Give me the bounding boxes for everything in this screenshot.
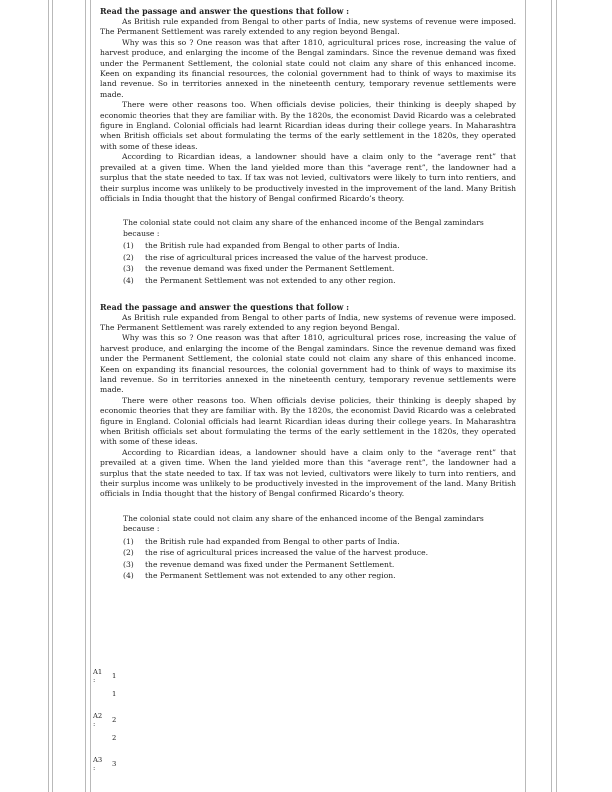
- option-number: (3): [123, 264, 134, 274]
- passage-paragraph: There were other reasons too. When officials devise policies, their thinking is deeply shaped by economic theories that they are familiar with. By the 1820s, the economist David Ricardo was a celebrated figure in England. Colonial officials had learnt Ricardian ideas during their college years. In Maharashtra when British officials set about formulating the terms of the early settlement in the 1820s, they operated with some of these ideas.: [100, 100, 516, 151]
- option-4: [123, 275, 516, 287]
- margin-line: [525, 0, 526, 792]
- option-text: the rise of agricultural prices increased the value of the harvest produce.: [145, 252, 429, 262]
- answer-colon: :: [93, 764, 96, 772]
- passage-paragraph: According to Ricardian ideas, a landowner should have a claim only to the “average rent” that prevailed at a given time. When the land yielded more than this “average rent”, the landowner had a surplus that the state needed to tax. If tax was not levied, cultivators were likely to turn into rentiers, and their surplus income was unlikely to be productively invested in the improvement of the land. Many British officials in India thought that the history of Bengal confirmed Ricardo’s theory.: [100, 152, 516, 203]
- answer-value: 1: [112, 672, 117, 680]
- option-1: [123, 240, 516, 252]
- option-number: (2): [123, 252, 134, 262]
- passage-paragraph: As British rule expanded from Bengal to other parts of India, new systems of revenue were imposed. The Permanent Settlement was rarely extended to any region beyond Bengal.: [100, 17, 516, 37]
- answer-colon: :: [93, 720, 96, 728]
- answer-label: A3: [93, 756, 103, 764]
- passage-block-2: [100, 303, 516, 583]
- passage-heading: Read the passage and answer the questions that follow :: [100, 7, 350, 16]
- answer-value: 2: [112, 716, 117, 724]
- passage-paragraph: Why was this so ? One reason was that after 1810, agricultural prices rose, increasing the value of harvest produce, and enlarging the income of the Bengal zamindars. Since the revenue demand was fixed under the Permanent Settlement, the colonial state could not claim any share of this enhanced income. Keen on expanding its financial resources, the colonial government had to think of ways to maximise its land revenue. So in territories annexed in the nineteenth century, temporary revenue settlements were made.: [100, 333, 516, 395]
- option-number: (4): [123, 275, 134, 285]
- answer-value: 3: [112, 760, 117, 768]
- question-stem: The colonial state could not claim any share of the enhanced income of the Bengal zamindars because :: [123, 513, 484, 534]
- passage-paragraph: Why was this so ? One reason was that after 1810, agricultural prices rose, increasing the value of harvest produce, and enlarging the income of the Bengal zamindars. Since the revenue demand was fixed under the Permanent Settlement, the colonial state could not claim any share of this enhanced income. Keen on expanding its financial resources, the colonial government had to think of ways to maximise its land revenue. So in territories annexed in the nineteenth century, temporary revenue settlements were made.: [100, 37, 516, 99]
- question-content: [100, 7, 516, 582]
- option-1: [123, 536, 516, 548]
- option-number: (2): [123, 548, 134, 558]
- option-text: the British rule had expanded from Bengal to other parts of India.: [145, 536, 400, 546]
- answer-repeat: 1: [112, 690, 117, 698]
- passage-paragraph: As British rule expanded from Bengal to other parts of India, new systems of revenue were imposed. The Permanent Settlement was rarely extended to any region beyond Bengal.: [100, 312, 516, 332]
- option-text: the rise of agricultural prices increased the value of the harvest produce.: [145, 548, 429, 558]
- passage-paragraph: According to Ricardian ideas, a landowner should have a claim only to the “average rent” that prevailed at a given time. When the land yielded more than this “average rent”, the landowner had a surplus that the state needed to tax. If tax was not levied, cultivators were likely to turn into rentiers, and their surplus income was unlikely to be productively invested in the improvement of the land. Many British officials in India thought that the history of Bengal confirmed Ricardo’s theory.: [100, 447, 516, 499]
- option-number: (1): [123, 241, 134, 251]
- answer-label: A2: [93, 712, 103, 720]
- option-3: [123, 559, 516, 571]
- question: [123, 514, 516, 582]
- option-2: [123, 252, 516, 264]
- option-text: the revenue demand was fixed under the Permanent Settlement.: [145, 559, 395, 569]
- option-number: (1): [123, 536, 134, 546]
- option-number: (3): [123, 559, 134, 569]
- passage-paragraph: There were other reasons too. When officials devise policies, their thinking is deeply shaped by economic theories that they are familiar with. By the 1820s, the economist David Ricardo was a celebrated figure in England. Colonial officials had learnt Ricardian ideas during their college years. In Maharashtra when British officials set about formulating the terms of the early settlement in the 1820s, they operated with some of these ideas.: [100, 395, 516, 447]
- margin-line: [48, 0, 49, 792]
- option-3: [123, 263, 516, 275]
- option-2: [123, 547, 516, 559]
- question-stem: The colonial state could not claim any share of the enhanced income of the Bengal zamindars because :: [123, 218, 484, 238]
- option-text: the Permanent Settlement was not extended to any other region.: [145, 571, 396, 581]
- margin-line: [52, 0, 53, 792]
- option-text: the revenue demand was fixed under the Permanent Settlement.: [145, 264, 395, 274]
- answer-colon: :: [93, 676, 96, 684]
- answer-repeat: 2: [112, 734, 117, 742]
- option-text: the British rule had expanded from Bengal to other parts of India.: [145, 241, 400, 251]
- option-number: (4): [123, 571, 134, 581]
- margin-line: [85, 0, 86, 792]
- margin-line: [551, 0, 552, 792]
- margin-line: [90, 0, 91, 792]
- option-4: [123, 570, 516, 582]
- option-text: the Permanent Settlement was not extended to any other region.: [145, 275, 396, 285]
- passage-block-1: [100, 7, 516, 287]
- answer-label: A1: [93, 668, 103, 676]
- question: [123, 218, 516, 286]
- margin-line: [556, 0, 557, 792]
- passage-heading: Read the passage and answer the questions that follow :: [100, 302, 350, 312]
